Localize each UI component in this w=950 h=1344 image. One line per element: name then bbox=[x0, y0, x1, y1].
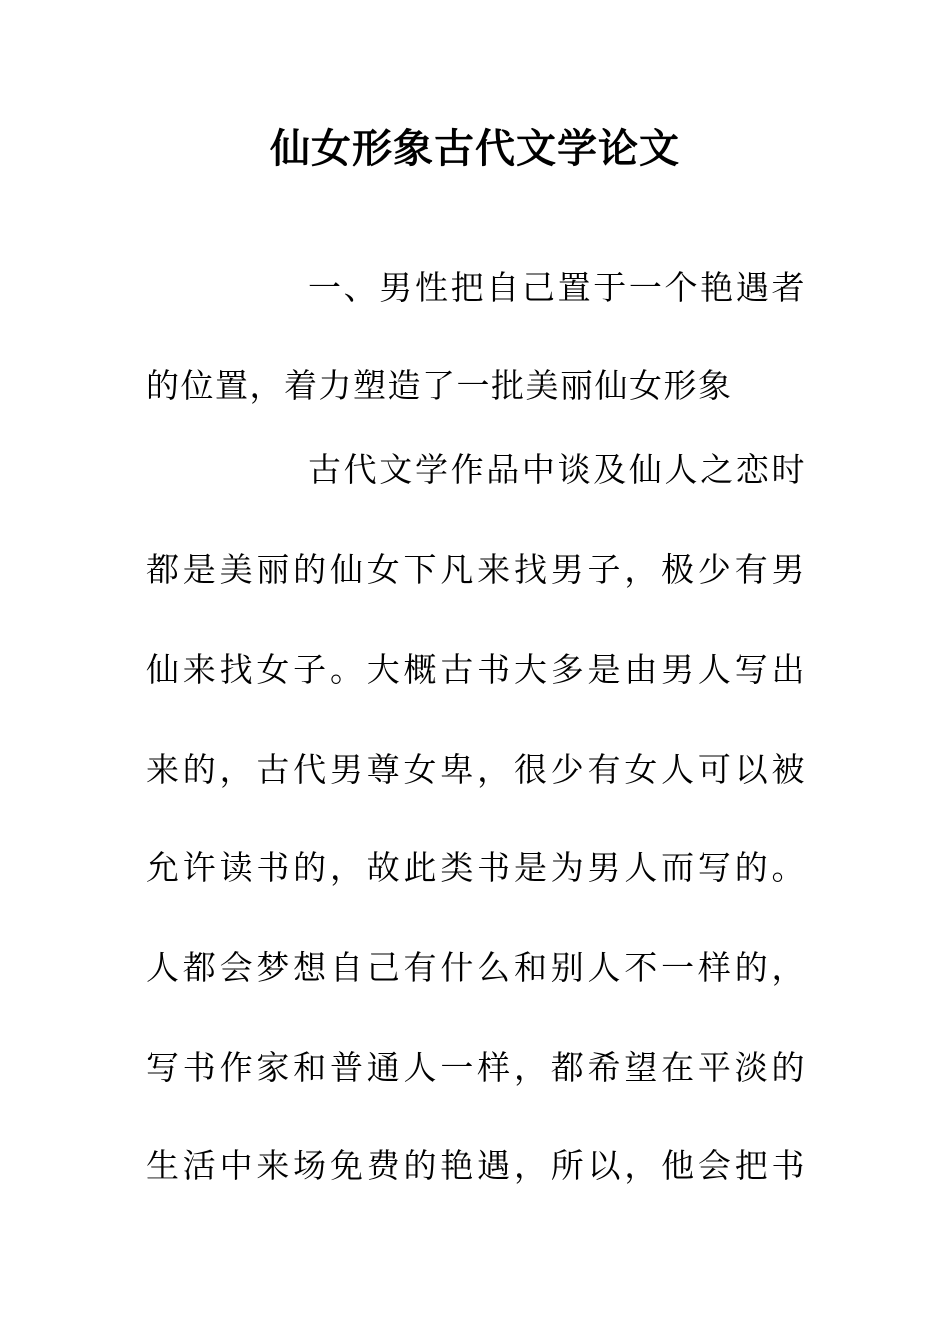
body-line-3: 仙来找女子。大概古书大多是由男人写出 bbox=[146, 650, 806, 689]
body-line-8: 生活中来场免费的艳遇，所以，他会把书 bbox=[146, 1146, 806, 1185]
body-line-4: 来的，古代男尊女卑，很少有女人可以被 bbox=[146, 750, 806, 789]
body-line-2: 都是美丽的仙女下凡来找男子，极少有男 bbox=[146, 550, 806, 589]
body-line-1: 古代文学作品中谈及仙人之恋时 bbox=[308, 450, 806, 489]
body-line-7: 写书作家和普通人一样，都希望在平淡的 bbox=[146, 1048, 806, 1087]
document-title: 仙女形象古代文学论文 bbox=[270, 126, 680, 172]
body-line-6: 人都会梦想自己有什么和别人不一样的， bbox=[146, 948, 806, 987]
section-heading-line-1: 一、男性把自己置于一个艳遇者 bbox=[308, 268, 806, 307]
body-line-5: 允许读书的，故此类书是为男人而写的。 bbox=[146, 848, 806, 887]
section-heading-line-2: 的位置，着力塑造了一批美丽仙女形象 bbox=[146, 366, 733, 405]
